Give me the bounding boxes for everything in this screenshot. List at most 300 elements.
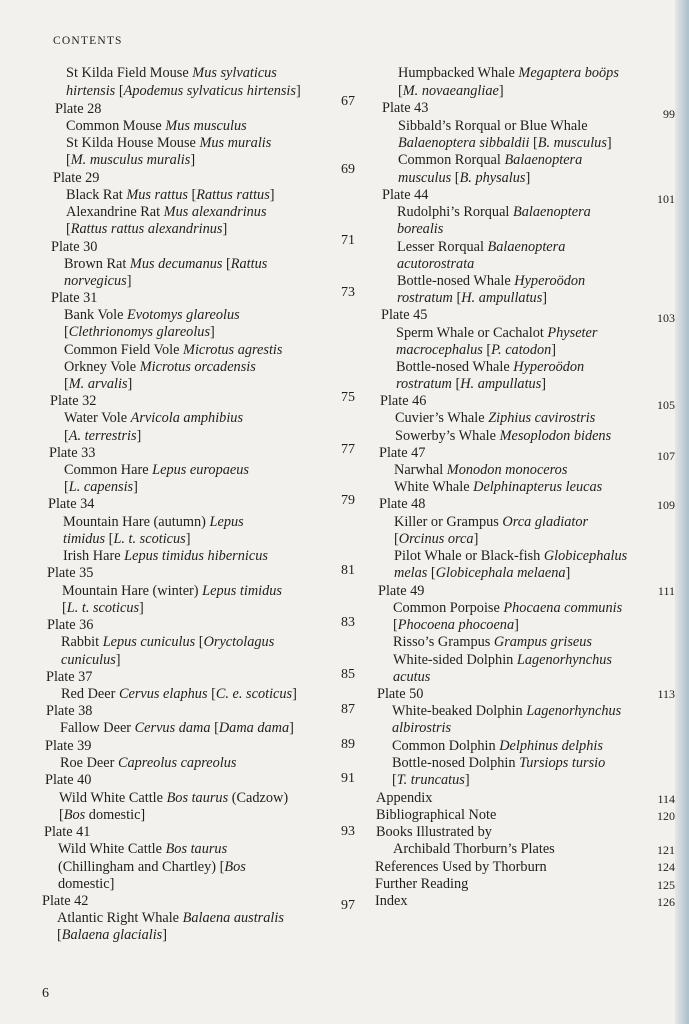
contents-entry-line [395, 409, 595, 427]
entry-text: ] [190, 152, 196, 168]
plate-heading [51, 238, 97, 256]
latin-name-text: Delphinapterus leucas [473, 479, 603, 495]
contents-entry-line [397, 238, 565, 256]
entry-text: [ [59, 807, 64, 823]
page-reference: 121 [657, 843, 675, 857]
page-reference: 124 [657, 860, 675, 874]
latin-name-text: cuniculus [61, 652, 116, 668]
contents-entry-line [397, 289, 547, 307]
latin-name-text: rostratum [396, 376, 452, 392]
contents-entry-line [64, 478, 138, 496]
entry-text: Wild White Cattle [58, 841, 166, 857]
contents-entry-line [396, 341, 556, 359]
entry-text: Bank Vole [64, 307, 128, 323]
page-reference: 107 [657, 449, 675, 463]
entry-text: [ [452, 290, 462, 306]
latin-name-text: Lepus timidus hibernicus [124, 548, 268, 564]
contents-entry-line [396, 324, 597, 342]
entry-text: [ [66, 221, 71, 237]
entry-text: (Cadzow) [228, 790, 289, 806]
entry-text: Red Deer [61, 686, 119, 702]
entry-text: Common Porpoise [393, 600, 504, 616]
latin-name-text: Lagenorhynchus [526, 703, 622, 719]
entry-text: domestic] [58, 876, 115, 892]
entry-text: [ [451, 376, 461, 392]
contents-entry-line [375, 858, 547, 876]
entry-text: ] [551, 342, 557, 358]
latin-name-text: Tursiops tursio [519, 755, 606, 771]
entry-text: [ [393, 617, 398, 633]
latin-name-text: Megaptera boöps [518, 65, 619, 81]
latin-name-text: Lepus timidus [202, 583, 282, 599]
entry-text: White-beaked Dolphin [392, 703, 527, 719]
contents-entry-line [398, 151, 582, 169]
contents-entry-line [57, 909, 284, 927]
entry-text: Rabbit [61, 634, 103, 650]
contents-entry-line [397, 255, 474, 273]
page-reference: 126 [657, 895, 675, 909]
latin-name-text: Microtus orcadensis [139, 359, 256, 375]
entry-text: Plate 31 [51, 290, 98, 306]
contents-entry-line [398, 64, 619, 82]
page-reference: 105 [657, 398, 675, 412]
plate-heading [42, 892, 88, 910]
plate-heading [50, 392, 96, 410]
entry-text: St Kilda Field Mouse [66, 65, 193, 81]
latin-name-text: Hyperoödon [513, 359, 585, 375]
contents-entry-line [66, 82, 301, 100]
entry-text: Sowerby’s Whale [395, 428, 500, 444]
contents-entry-line [392, 737, 603, 755]
latin-name-text: Bos [224, 859, 246, 875]
contents-entry-line [392, 719, 451, 737]
contents-entry-line [64, 323, 215, 341]
entry-text: [ [64, 376, 69, 392]
entry-text: Common Mouse [66, 118, 166, 134]
entry-text: Plate 29 [53, 170, 100, 186]
entry-text: Plate 37 [46, 669, 93, 685]
latin-name-text: Dama dama [218, 720, 290, 736]
contents-entry-line [393, 668, 430, 686]
entry-text: [ [115, 83, 124, 99]
plate-heading [46, 702, 92, 720]
latin-name-text: Capreolus capreolus [117, 755, 237, 771]
entry-text: Plate 47 [379, 445, 426, 461]
latin-name-text: Balaena australis [182, 910, 284, 926]
contents-entry-line [392, 771, 470, 789]
latin-name-text: M. arvalis [68, 376, 128, 392]
page-reference: 79 [341, 493, 355, 508]
contents-entry-line [63, 547, 268, 565]
contents-entry-line [66, 64, 277, 82]
contents-entry-line [64, 461, 249, 479]
running-header: CONTENTS [53, 35, 123, 47]
entry-text: [ [394, 531, 399, 547]
contents-entry-line [63, 513, 244, 531]
latin-name-text: T. truncatus [396, 772, 465, 788]
entry-text: ] [292, 686, 297, 702]
latin-name-text: Oryctolagus [203, 634, 275, 650]
contents-entry-line [59, 789, 288, 807]
latin-name-text: Rattus rattus [196, 187, 270, 203]
page-reference: 87 [341, 702, 355, 717]
entry-text: White Whale [394, 479, 474, 495]
plate-heading [378, 582, 424, 600]
contents-entry-line [398, 117, 588, 135]
contents-entry-line [393, 651, 612, 669]
entry-text: Killer or Grampus [394, 514, 503, 530]
latin-name-text: P. catodon [491, 342, 552, 358]
entry-text: ] [136, 428, 142, 444]
entry-text: Water Vole [64, 410, 131, 426]
latin-name-text: borealis [397, 221, 444, 237]
latin-name-text: timidus [63, 531, 106, 547]
entry-text: Plate 43 [382, 100, 429, 116]
page-reference: 83 [341, 615, 355, 630]
latin-name-text: Bos taurus [166, 790, 229, 806]
entry-text: [ [57, 927, 62, 943]
contents-entry-line [392, 754, 605, 772]
entry-text: Plate 34 [48, 496, 95, 512]
latin-name-text: M. novaeangliae [402, 83, 499, 99]
entry-text: Mountain Hare (winter) [62, 583, 203, 599]
latin-name-text: Physeter [547, 325, 598, 341]
contents-entry-line [394, 530, 478, 548]
entry-text: Bottle-nosed Whale [396, 359, 514, 375]
entry-text: [ [187, 187, 197, 203]
latin-name-text: macrocephalus [396, 342, 483, 358]
entry-text: Plate 32 [50, 393, 97, 409]
contents-entry-line [376, 806, 496, 824]
entry-text: Plate 40 [45, 772, 92, 788]
entry-text: [ [427, 565, 436, 581]
entry-text: ] [210, 324, 215, 340]
entry-text: ] [473, 531, 479, 547]
latin-name-text: Bos taurus [165, 841, 228, 857]
entry-text: Sibbald’s Rorqual or Blue Whale [398, 118, 588, 134]
plate-heading [45, 737, 91, 755]
latin-name-text: Clethrionomys glareolus [68, 324, 211, 340]
latin-name-text: Monodon monoceros [446, 462, 568, 478]
latin-name-text: Mus alexandrinus [163, 204, 267, 220]
contents-entry-line [393, 616, 519, 634]
latin-name-text: M. musculus muralis [70, 152, 191, 168]
entry-text: Fallow Deer [60, 720, 135, 736]
latin-name-text: Evotomys glareolus [127, 307, 240, 323]
page-reference: 101 [657, 192, 675, 206]
page-reference: 77 [341, 442, 355, 457]
page-number: 6 [42, 986, 49, 1001]
entry-text: Alexandrine Rat [66, 204, 164, 220]
latin-name-text: Mus rattus [126, 187, 188, 203]
page-reference: 67 [341, 94, 355, 109]
latin-name-text: Orcinus orca [398, 531, 474, 547]
entry-text: [ [62, 600, 67, 616]
page-reference: 93 [341, 824, 355, 839]
contents-entry-line [394, 461, 567, 479]
entry-text: ] [115, 652, 121, 668]
entry-text: Common Rorqual [398, 152, 505, 168]
entry-text: [ [64, 428, 69, 444]
contents-entry-line [392, 702, 621, 720]
contents-entry-line [393, 840, 555, 858]
entry-text: Plate 41 [44, 824, 91, 840]
contents-entry-line [58, 858, 246, 876]
latin-name-text: musculus [398, 170, 452, 186]
entry-text: Irish Hare [63, 548, 125, 564]
entry-text: Plate 48 [379, 496, 426, 512]
latin-name-text: norvegicus [64, 273, 127, 289]
entry-text: Sperm Whale or Cachalot [396, 325, 548, 341]
contents-entry-line [64, 341, 282, 359]
contents-entry-line [396, 375, 546, 393]
contents-entry-line [62, 582, 282, 600]
latin-name-text: Arvicola amphibius [130, 410, 244, 426]
contents-entry-line [393, 599, 622, 617]
latin-name-text: Mus musculus [165, 118, 247, 134]
contents-entry-line [397, 203, 591, 221]
contents-entry-line [375, 875, 468, 893]
entry-text: [ [392, 772, 397, 788]
contents-entry-line [64, 358, 256, 376]
plate-heading [379, 495, 425, 513]
contents-entry-line [63, 530, 191, 548]
page-reference: 81 [341, 563, 355, 578]
entry-text: Common Dolphin [392, 738, 500, 754]
latin-name-text: Rattus [230, 256, 268, 272]
entry-text: ] [269, 187, 275, 203]
plate-heading [46, 668, 92, 686]
entry-text: ] [541, 376, 547, 392]
plate-heading [47, 564, 93, 582]
latin-name-text: Rattus rattus alexandrinus [70, 221, 223, 237]
page-reference: 103 [657, 311, 675, 325]
entry-text: ] [127, 376, 133, 392]
entry-text: (Chillingham and Chartley) [ [58, 859, 225, 875]
latin-name-text: Grampus griseus [493, 634, 592, 650]
entry-text: domestic] [85, 807, 146, 823]
page-reference: 125 [657, 878, 675, 892]
page-reference: 89 [341, 737, 355, 752]
entry-text: Narwhal [394, 462, 447, 478]
latin-name-text: H. ampullatus [460, 376, 542, 392]
entry-text: Plate 30 [51, 239, 98, 255]
latin-name-text: rostratum [397, 290, 453, 306]
entry-text: [ [66, 152, 71, 168]
page-reference: 114 [657, 792, 675, 806]
entry-text: [ [207, 686, 216, 702]
plate-heading [44, 823, 90, 841]
contents-entry-line [58, 840, 227, 858]
latin-name-text: acutus [393, 669, 431, 685]
contents-entry-line [394, 478, 602, 496]
entry-text: Plate 33 [49, 445, 96, 461]
entry-text: St Kilda House Mouse [66, 135, 200, 151]
entry-text: References Used by Thorburn [375, 859, 547, 875]
entry-text: Plate 44 [382, 187, 429, 203]
contents-entry-line [64, 409, 243, 427]
entry-text: ] [139, 600, 144, 616]
contents-entry-line [60, 719, 294, 737]
page-reference: 75 [341, 390, 355, 405]
entry-text: [ [210, 720, 219, 736]
latin-name-text: Balaenoptera [487, 239, 566, 255]
entry-text: Plate 38 [46, 703, 93, 719]
contents-entry-line [57, 926, 167, 944]
contents-entry-line [395, 427, 611, 445]
entry-text: Plate 42 [42, 893, 89, 909]
page-reference: 99 [663, 107, 675, 121]
entry-text: Plate 39 [45, 738, 92, 754]
plate-heading [55, 100, 101, 118]
latin-name-text: Mesoplodon bidens [499, 428, 612, 444]
latin-name-text: Cervus dama [134, 720, 211, 736]
entry-text: ] [525, 170, 531, 186]
latin-name-text: B. physalus [459, 170, 526, 186]
latin-name-text: Ziphius cavirostris [488, 410, 596, 426]
latin-name-text: Mus sylvaticus [192, 65, 277, 81]
entry-text: Orkney Vole [64, 359, 140, 375]
contents-entry-line [66, 151, 195, 169]
entry-text: Books Illustrated by [376, 824, 492, 840]
entry-text: ] [295, 83, 301, 99]
entry-text: Plate 45 [381, 307, 428, 323]
contents-entry-line [64, 272, 132, 290]
entry-text: [ [105, 531, 114, 547]
entry-text: [ [451, 170, 460, 186]
contents-entry-line [61, 651, 121, 669]
entry-text: ] [606, 135, 612, 151]
entry-text: Plate 50 [377, 686, 424, 702]
latin-name-text: L. t. scoticus [113, 531, 186, 547]
entry-text: ] [565, 565, 571, 581]
entry-text: ] [222, 221, 228, 237]
plate-heading [49, 444, 95, 462]
contents-entry-line [64, 306, 240, 324]
entry-text: Cuvier’s Whale [395, 410, 489, 426]
contents-entry-line [64, 255, 267, 273]
latin-name-text: acutorostrata [397, 256, 475, 272]
entry-text: Further Reading [375, 876, 469, 892]
latin-name-text: Mus muralis [199, 135, 272, 151]
plate-heading [379, 444, 425, 462]
plate-heading [51, 289, 97, 307]
entry-text: Roe Deer [60, 755, 118, 771]
latin-name-text: Phocaena communis [503, 600, 623, 616]
latin-name-text: Orca gladiator [502, 514, 589, 530]
latin-name-text: Bos [63, 807, 86, 823]
entry-text: Plate 46 [380, 393, 427, 409]
latin-name-text: Balaenoptera [512, 204, 591, 220]
latin-name-text: Balaenoptera sibbaldii [398, 135, 530, 151]
contents-entry-line [394, 547, 627, 565]
entry-text: ] [185, 531, 191, 547]
contents-entry-line [62, 599, 144, 617]
latin-name-text: H. ampullatus [461, 290, 543, 306]
contents-entry-line [396, 358, 584, 376]
entry-text: Rudolphi’s Rorqual [397, 204, 513, 220]
contents-entry-line [394, 564, 570, 582]
entry-text: Common Field Vole [64, 342, 184, 358]
entry-text: Mountain Hare (autumn) [63, 514, 210, 530]
entry-text: Plate 35 [47, 565, 94, 581]
page-reference: 69 [341, 162, 355, 177]
latin-name-text: Apodemus sylvaticus hirtensis [123, 83, 296, 99]
contents-entry-line [64, 375, 132, 393]
entry-text: ] [542, 290, 548, 306]
entry-text: Plate 36 [47, 617, 94, 633]
entry-text: Plate 49 [378, 583, 425, 599]
latin-name-text: Globicephala melaena [435, 565, 566, 581]
latin-name-text: Microtus agrestis [183, 342, 283, 358]
plate-heading [381, 306, 427, 324]
contents-entry-line [59, 806, 145, 824]
contents-entry-line [398, 82, 504, 100]
entry-text: Bottle-nosed Dolphin [392, 755, 520, 771]
plate-heading [377, 685, 423, 703]
entry-text: Lesser Rorqual [397, 239, 488, 255]
contents-entry-line [397, 220, 443, 238]
latin-name-text: Phocoena phocoena [397, 617, 515, 633]
latin-name-text: Lagenorhynchus [516, 652, 612, 668]
contents-entry-line [61, 685, 297, 703]
contents-entry-line [66, 117, 247, 135]
entry-text: ] [162, 927, 167, 943]
latin-name-text: Delphinus delphis [499, 738, 603, 754]
contents-entry-line [61, 633, 274, 651]
page-reference: 91 [341, 771, 355, 786]
entry-text: [ [482, 342, 492, 358]
entry-text: ] [289, 720, 294, 736]
latin-name-text: hirtensis [66, 83, 116, 99]
contents-entry-line [375, 892, 408, 910]
page-reference: 71 [341, 233, 355, 248]
entry-text: [ [64, 479, 69, 495]
entry-text: [ [64, 324, 69, 340]
page-reference: 85 [341, 667, 355, 682]
plate-heading [382, 99, 428, 117]
latin-name-text: Cervus elaphus [118, 686, 208, 702]
entry-text: Bottle-nosed Whale [397, 273, 515, 289]
entry-text: Appendix [376, 790, 433, 806]
entry-text: ] [498, 83, 504, 99]
entry-text: White-sided Dolphin [393, 652, 517, 668]
entry-text: Brown Rat [64, 256, 130, 272]
contents-entry-line [64, 427, 141, 445]
entry-text: Common Hare [64, 462, 153, 478]
latin-name-text: albirostris [392, 720, 452, 736]
contents-entry-line [376, 789, 432, 807]
contents-entry-line [398, 169, 530, 187]
entry-text: Bibliographical Note [376, 807, 497, 823]
entry-text: ] [464, 772, 470, 788]
page-edge [675, 0, 689, 1024]
contents-entry-line [60, 754, 236, 772]
contents-entry-line [398, 134, 612, 152]
page-reference: 120 [657, 809, 675, 823]
entry-text: [ [398, 83, 403, 99]
latin-name-text: Globicephalus [543, 548, 628, 564]
entry-text: Wild White Cattle [59, 790, 167, 806]
latin-name-text: L. t. scoticus [66, 600, 140, 616]
latin-name-text: Lepus europaeus [152, 462, 249, 478]
page-reference: 113 [657, 687, 675, 701]
plate-heading [380, 392, 426, 410]
page-reference: 97 [341, 898, 355, 913]
entry-text: Plate 28 [55, 101, 102, 117]
entry-text: Risso’s Grampus [393, 634, 494, 650]
entry-text: [ [195, 634, 204, 650]
